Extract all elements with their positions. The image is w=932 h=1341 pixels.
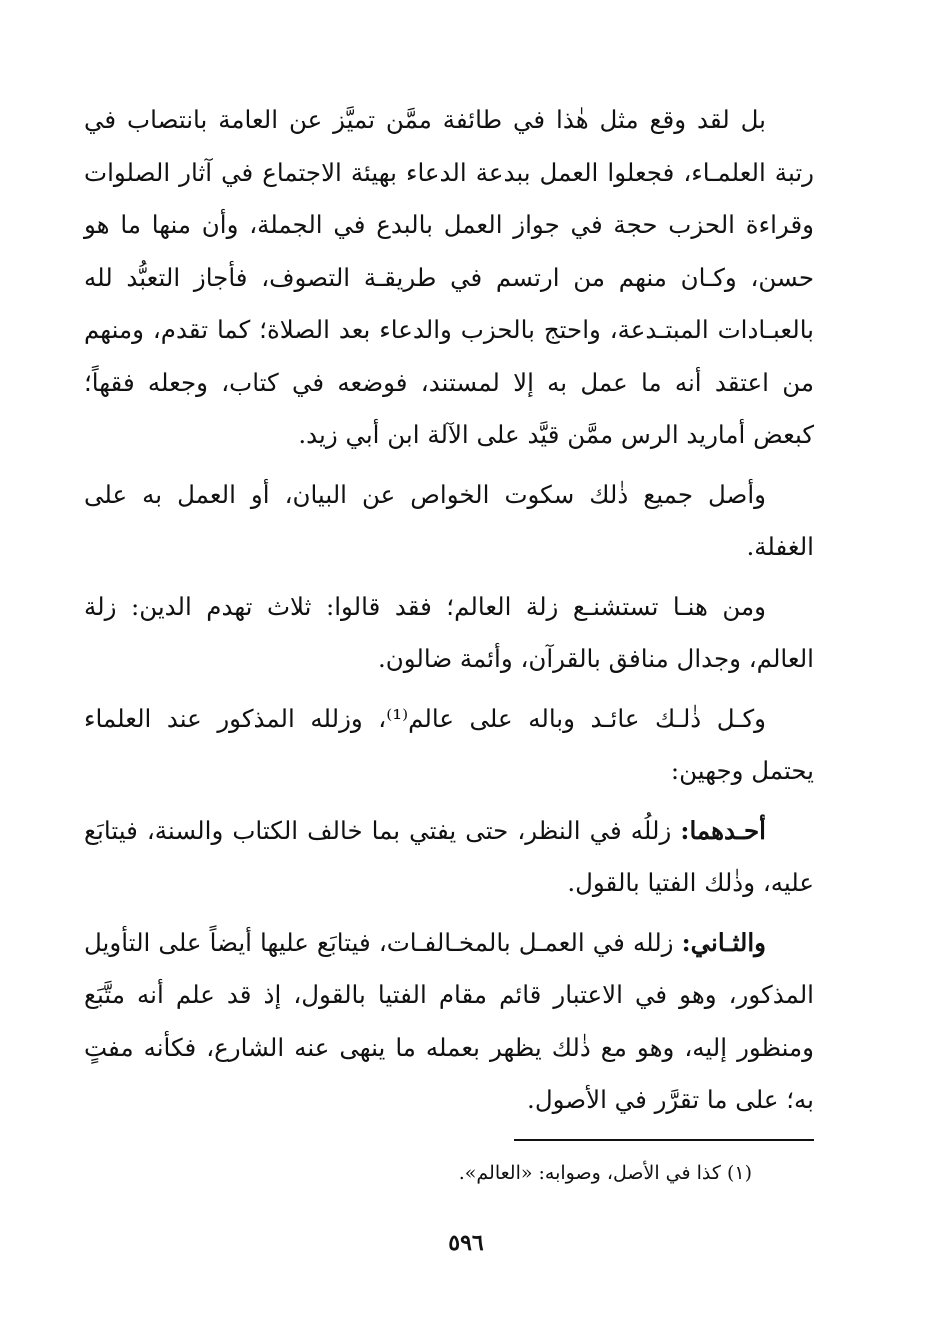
- paragraph-5-lead: أحـدهما:: [680, 815, 766, 845]
- paragraph-5: [84, 805, 814, 910]
- footnote-separator: [514, 1139, 814, 1141]
- paragraph-6-lead: والثـاني:: [681, 927, 766, 957]
- paragraph-5-text: زللُه في النظر، حتى يفتي بما خالف الكتاب والسنة، فيتابَع عليه، وذٰلك الفتيا بالقول.: [84, 815, 814, 897]
- paragraph-6: [84, 917, 814, 1127]
- paragraph-2-text: وأصل جميع ذٰلك سكوت الخواص عن البيان، أو العمل به على الغفلة.: [84, 479, 814, 561]
- paragraph-3: [84, 581, 814, 686]
- paragraph-4-text: وكـل ذٰلـك عائـد وباله على عالم⁽¹⁾، وزلله المذكور عند العلماء يحتمل وجهين:: [84, 703, 814, 785]
- paragraph-2: [84, 469, 814, 574]
- paragraph-1: [84, 94, 814, 462]
- footnote: (١) كذا في الأصل، وصوابه: «العالم».: [458, 1162, 752, 1184]
- paragraph-3-text: ومن هنـا تستشنـع زلة العالم؛ فقد قالوا: ثلاث تهدم الدين: زلة العالم، وجدال منافق بالقرآن، وأئمة ضالون.: [84, 591, 814, 673]
- paragraph-4: [84, 693, 814, 798]
- main-text: [84, 94, 814, 1127]
- paragraph-1-text: بل لقد وقع مثل هٰذا في طائفة ممَّن تميَّز عن العامة بانتصاب في رتبة العلمـاء، فجعلوا العمل ببدعة الدعاء بهيئة الاجتماع في آثار الصلوات وقراءة الحزب حجة في جواز العمل بالبدع في الجملة، وأن منها ما هو حسن، وكـان منهم من ارتسم في طريقـة التصوف، فأجاز التعبُّد لله بالعبـادات المبتـدعة، واحتج بالحزب والدعاء بعد الصلاة؛ كما تقدم، ومنهم من اعتقد أنه ما عمل به إلا لمستند، فوضعه في كتاب، وجعله فقهاً؛ كبعض أماريد الرس ممَّن قيَّد على الآلة ابن أبي زيد.: [84, 105, 814, 449]
- paragraph-6-text: زلله في العمـل بالمخـالفـات، فيتابَع عليها أيضاً على التأويل المذكور، وهو في الاعتبار قائم مقام الفتيا بالقول، إذ قد علم أنه متَّبَع ومنظور إليه، وهو مع ذٰلك يظهر بعمله ما ينهى عنه الشارع، فكأنه مفتٍ به؛ على ما تقرَّر في الأصول.: [84, 927, 814, 1114]
- page-number: ٥٩٦: [448, 1230, 484, 1256]
